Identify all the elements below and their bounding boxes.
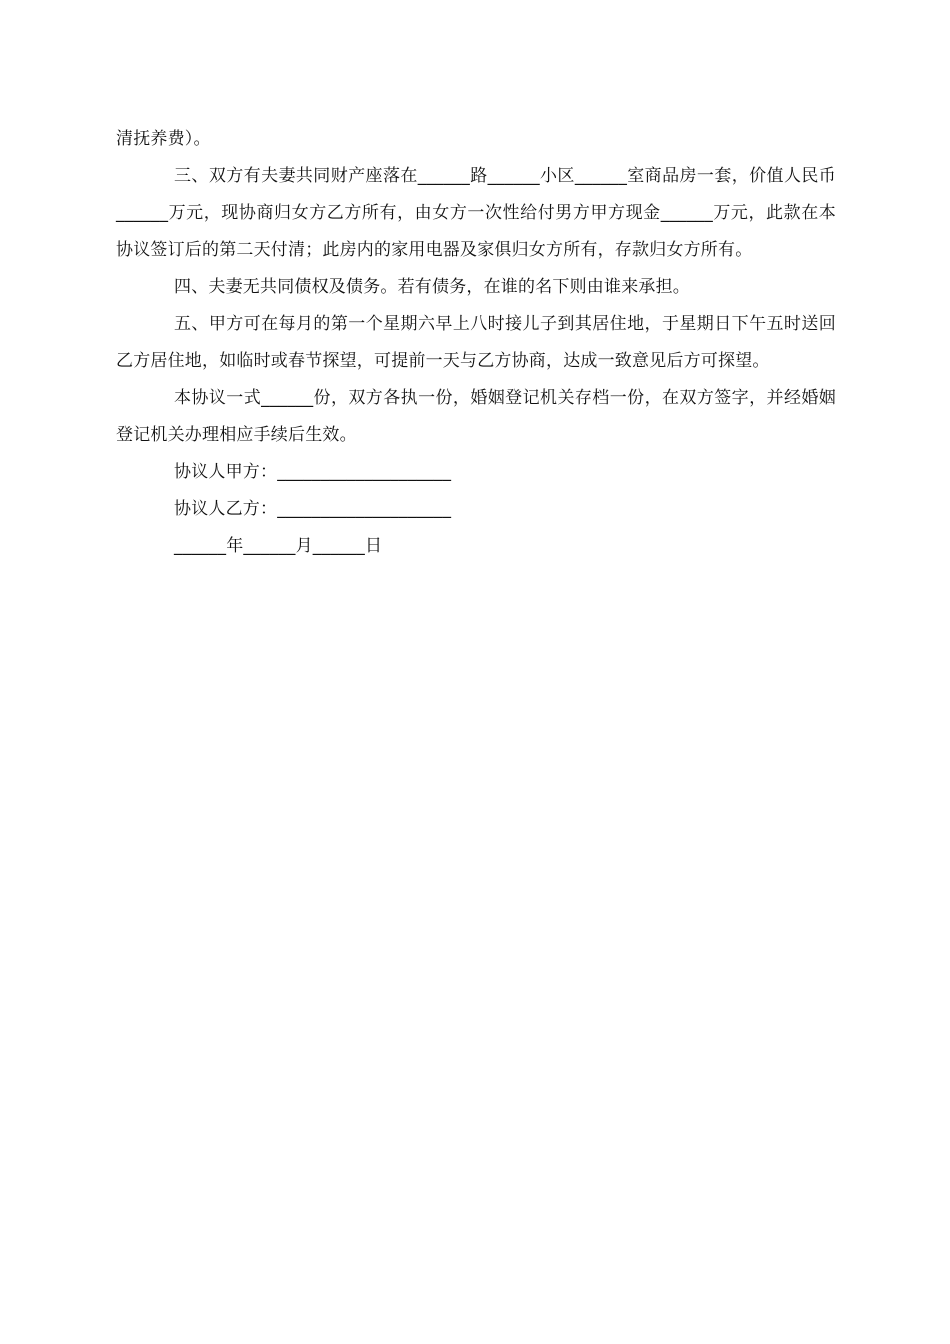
paragraph-property: 三、双方有夫妻共同财产座落在______路______小区______室商品房一套，价值人民币______万元，现协商归女方乙方所有，由女方一次性给付男方甲方现金______万元，此款在本协议签订后的第二天付清；此房内的家用电器及家俱归女方所有，存款归女方所有。	[116, 166, 836, 260]
paragraph-debts: 四、夫妻无共同债权及债务。若有债务，在谁的名下则由谁来承担。	[174, 277, 690, 297]
signature-party-b: 协议人乙方：____________________	[174, 499, 452, 519]
signature-date: ______年______月______日	[174, 536, 383, 556]
paragraph-copies: 本协议一式______份，双方各执一份，婚姻登记机关存档一份，在双方签字，并经婚姻登记机关办理相应手续后生效。	[116, 388, 836, 445]
paragraph-continuation: 清抚养费）。	[116, 129, 211, 149]
paragraph-visitation: 五、甲方可在每月的第一个星期六早上八时接儿子到其居住地，于星期日下午五时送回乙方居住地，如临时或春节探望，可提前一天与乙方协商，达成一致意见后方可探望。	[116, 314, 836, 371]
document-body	[116, 121, 836, 565]
signature-party-a: 协议人甲方：____________________	[174, 462, 452, 482]
